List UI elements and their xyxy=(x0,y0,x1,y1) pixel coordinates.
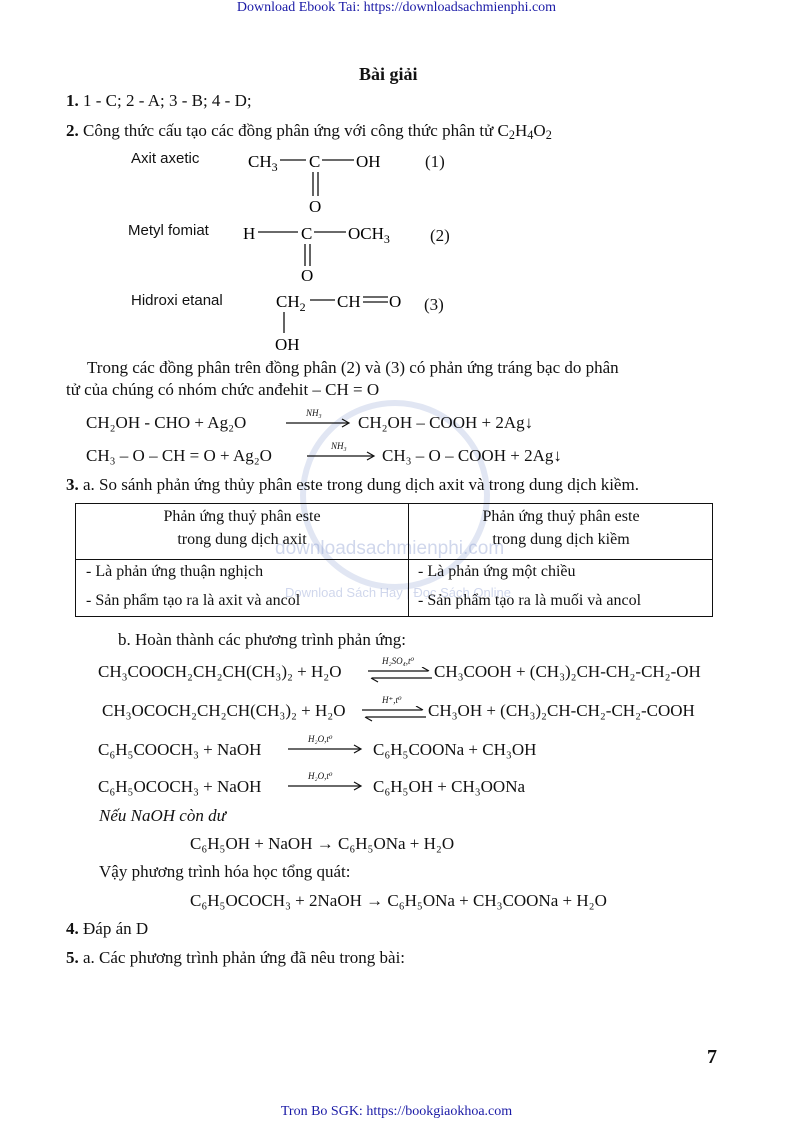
table-cell-base-1: - Là phản ứng một chiều xyxy=(418,563,576,580)
svg-text:C: C xyxy=(309,152,321,171)
q3-b-text: b. Hoàn thành các phương trình phản ứng: xyxy=(118,630,407,649)
isomer-3-name: Hidroxi etanal xyxy=(131,292,223,309)
reaction-3-arrow: H₂O,t⁰ xyxy=(288,734,366,758)
reaction-2-arrow: H⁺,t⁰ xyxy=(362,695,428,725)
reaction-4-arrow: H₂O,t⁰ xyxy=(288,771,366,795)
reaction-1-arrow: H₂SO₄,t⁰ xyxy=(368,656,434,686)
table-cell-acid-2: - Sản phẩm tạo ra là axit và ancol xyxy=(86,592,301,609)
q2-heading: 2. Công thức cấu tạo các đồng phân ứng với công thức phân tử $C_2H_4O_2$ xyxy=(66,121,552,143)
structural-formulas xyxy=(230,140,470,360)
q2-formula-h: H xyxy=(515,121,528,140)
q3-number: 3. xyxy=(66,475,79,494)
q5-text: a. Các phương trình phản ứng đã nêu trong bài: xyxy=(83,948,406,967)
page-number: 7 xyxy=(707,1046,717,1068)
watermark-url: downloadsachmienphi.com xyxy=(275,538,505,559)
q3-a-text: a. So sánh phản ứng thủy phân este trong dung dịch axit và trong dung dịch kiềm. xyxy=(83,475,639,494)
reaction-3-right: C₆H₅COONa + CH₃OH xyxy=(373,740,537,759)
svg-text:OH: OH xyxy=(356,152,381,171)
svg-text:O: O xyxy=(309,197,322,216)
q2-paragraph-line1: Trong các đồng phân trên đồng phân (2) và (3) có phản ứng tráng bạc do phân xyxy=(87,358,619,377)
reaction-1-right: CH₃COOH + (CH₃)₂CH-CH₂-CH₂-OH xyxy=(434,662,701,681)
q5-number: 5. xyxy=(66,948,79,967)
svg-text:OCH3: $OCH_3$ xyxy=(348,224,390,246)
silver-eq-2-right: CH₃ – O – COOH + 2Ag↓ xyxy=(382,446,562,465)
table-cell-base-2: - Sản phẩm tạo ra là muối và ancol xyxy=(418,592,642,609)
isomer-2-label: (2) xyxy=(430,226,450,245)
isomer-3-label: (3) xyxy=(424,295,444,314)
phenol-naoh-equation: C₆H₅OH + NaOH → C₆H₅ONa + H₂O xyxy=(190,834,455,853)
q2-text: Công thức cấu tạo các đồng phân ứng với công thức phân tử C xyxy=(83,121,509,140)
table-cell-acid-1: - Là phản ứng thuận nghịch xyxy=(86,563,264,580)
reaction-4-left: C₆H₅OCOCH₃ + NaOH xyxy=(98,777,262,796)
reaction-2-right: CH₃OH + (CH₃)₂CH-CH₂-CH₂-COOH xyxy=(428,701,695,720)
comparison-table xyxy=(75,503,713,617)
q4 xyxy=(66,919,148,939)
reaction-3-left: C₆H₅COOCH₃ + NaOH xyxy=(98,740,262,759)
silver-eq-1-arrow: NH₃ xyxy=(286,410,354,430)
silver-eq-1-left: CH₂OH - CHO + Ag₂O xyxy=(86,413,247,432)
svg-text:CH2: $CH_2$ xyxy=(276,292,306,314)
excess-naoh-note: Nếu NaOH còn dư xyxy=(99,806,226,825)
svg-text:C: C xyxy=(301,224,313,243)
reaction-2-left: CH₃OCOCH₂CH₂CH(CH₃)₂ + H₂O xyxy=(102,701,346,720)
q1-text: 1 - C; 2 - A; 3 - B; 4 - D; xyxy=(83,91,252,110)
isomer-1-label: (1) xyxy=(425,152,445,171)
isomer-1-name: Axit axetic xyxy=(131,150,200,167)
q4-text: Đáp án D xyxy=(83,919,149,938)
q5 xyxy=(66,948,405,968)
header-download-link[interactable]: Download Ebook Tai: https://downloadsachmienphi.com xyxy=(236,0,557,15)
silver-eq-2-left: CH₃ – O – CH = O + Ag₂O xyxy=(86,446,272,465)
reaction-1-left: CH₃COOCH₂CH₂CH(CH₃)₂ + H₂O xyxy=(98,662,342,681)
watermark-tagline: Download Sách Hay | Đọc Sách Online xyxy=(285,585,511,600)
svg-text:H: H xyxy=(243,224,256,243)
overall-equation-intro: Vậy phương trình hóa học tổng quát: xyxy=(99,862,351,881)
footer-sgk-link[interactable]: Tron Bo SGK: https://bookgiaokhoa.com xyxy=(280,1104,513,1119)
overall-equation: C₆H₅OCOCH₃ + 2NaOH → C₆H₅ONa + CH₃COONa + H₂O xyxy=(190,891,607,910)
svg-text:CH3: $CH_3$ xyxy=(248,152,278,174)
table-header-base-line1: Phản ứng thuỷ phân este xyxy=(482,508,640,525)
q3-heading xyxy=(66,475,639,495)
table-header-acid-line2: trong dung dịch axit xyxy=(177,531,307,548)
silver-eq-2-arrow: NH₃ xyxy=(307,443,379,463)
svg-text:OH: OH xyxy=(275,335,300,354)
q1 xyxy=(66,91,252,111)
table-header-base-line2: trong dung dịch kiềm xyxy=(492,531,630,548)
svg-text:O: O xyxy=(301,266,314,285)
q2-number: 2. xyxy=(66,121,79,140)
reaction-4-right: C₆H₅OH + CH₃OONa xyxy=(373,777,526,796)
table-header-acid-line1: Phản ứng thuỷ phân este xyxy=(163,508,321,525)
page-title: Bài giải xyxy=(359,64,418,84)
q2-paragraph-line2: tử của chúng có nhóm chức anđehit – CH = O xyxy=(66,380,380,399)
silver-eq-1-right: CH₂OH – COOH + 2Ag↓ xyxy=(358,413,534,432)
q4-number: 4. xyxy=(66,919,79,938)
svg-text:CH: CH xyxy=(337,292,361,311)
q1-number: 1. xyxy=(66,91,79,110)
svg-text:O: O xyxy=(389,292,402,311)
isomer-2-name: Metyl fomiat xyxy=(128,222,209,239)
